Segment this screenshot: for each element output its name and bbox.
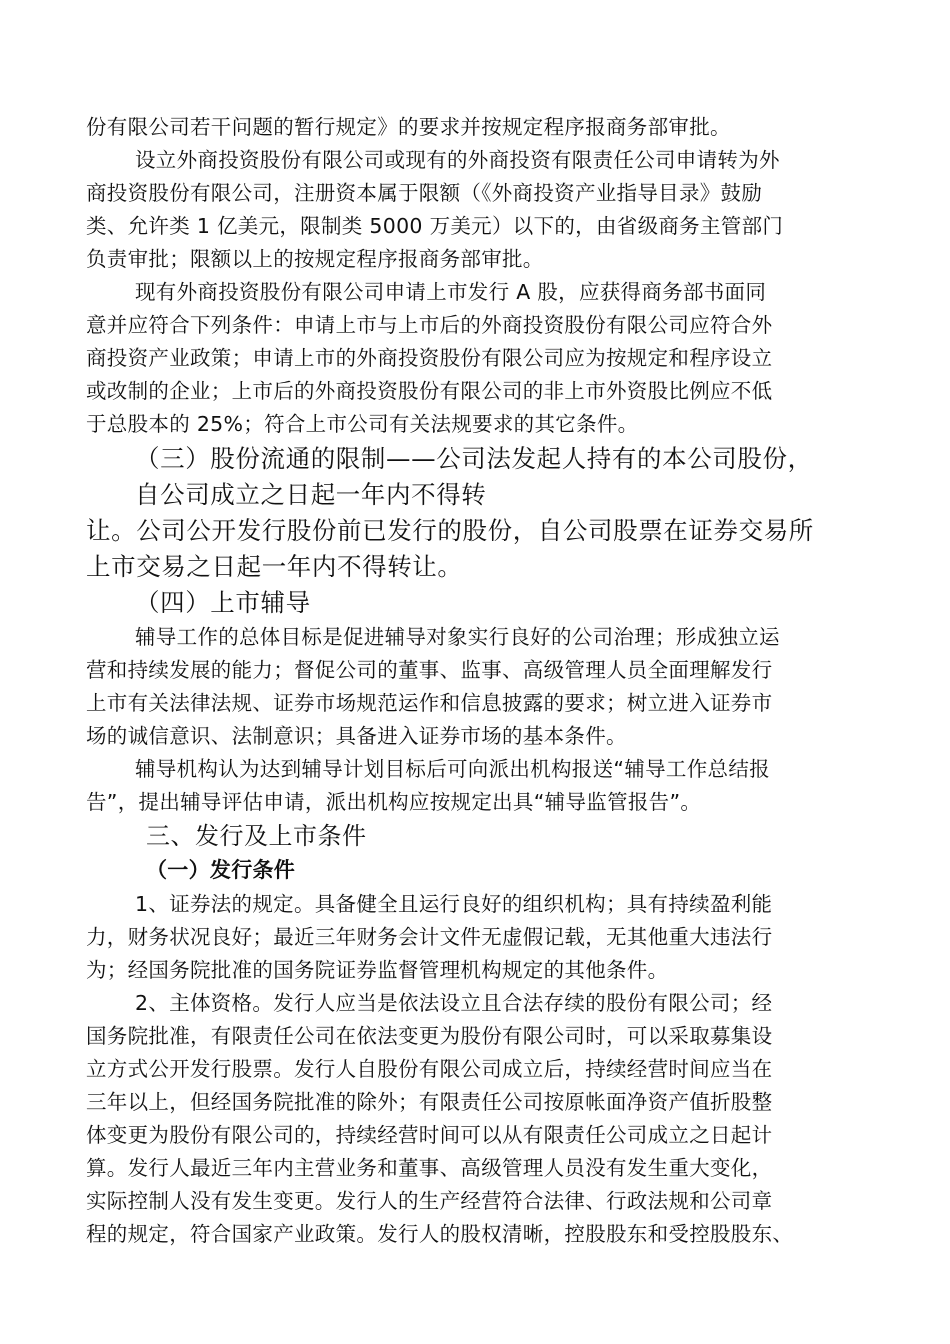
section-heading: 三、发行及上市条件	[146, 822, 367, 850]
text-line: 体变更为股份有限公司的，持续经营时间可以从有限责任公司成立之日起计	[86, 1123, 773, 1147]
text-line: 场的诚信意识、法制意识；具备进入证券市场的基本条件。	[86, 724, 627, 748]
text-line: （三）股份流通的限制——公司法发起人持有的本公司股份，	[135, 444, 813, 473]
section-heading: （四）上市辅导	[135, 588, 311, 617]
text-line: 立方式公开发行股票。发行人自股份有限公司成立后，持续经营时间应当在	[86, 1057, 773, 1081]
text-line: 力，财务状况良好；最近三年财务会计文件无虚假记载，无其他重大违法行	[86, 925, 773, 949]
text-line: 类、允许类 1 亿美元，限制类 5000 万美元）以下的，由省级商务主管部门	[86, 214, 784, 238]
text-line: 现有外商投资股份有限公司申请上市发行 A 股，应获得商务部书面同	[135, 280, 767, 304]
text-line: 设立外商投资股份有限公司或现有的外商投资有限责任公司申请转为外	[135, 148, 780, 172]
text-line: 或改制的企业；上市后的外商投资股份有限公司的非上市外资股比例应不低	[86, 379, 773, 403]
text-line: 自公司成立之日起一年内不得转	[135, 480, 487, 509]
text-line: 上市交易之日起一年内不得转让。	[86, 552, 463, 581]
text-line: 2、主体资格。发行人应当是依法设立且合法存续的股份有限公司；经	[135, 991, 773, 1015]
text-line: 1、证券法的规定。具备健全且运行良好的组织机构；具有持续盈利能	[135, 892, 773, 916]
text-line: 三年以上，但经国务院批准的除外；有限责任公司按原帐面净资产值折股整	[86, 1090, 773, 1114]
text-line: 实际控制人没有发生变更。发行人的生产经营符合法律、行政法规和公司章	[86, 1189, 773, 1213]
text-line: 辅导工作的总体目标是促进辅导对象实行良好的公司治理；形成独立运	[135, 625, 780, 649]
text-line: 程的规定，符合国家产业政策。发行人的股权清晰，控股股东和受控股股东、	[86, 1222, 794, 1246]
text-line: 上市有关法律法规、证券市场规范运作和信息披露的要求；树立进入证券市	[86, 691, 773, 715]
text-line: 营和持续发展的能力；督促公司的董事、监事、高级管理人员全面理解发行	[86, 658, 773, 682]
text-line: 负责审批；限额以上的按规定程序报商务部审批。	[86, 247, 544, 271]
text-line: 为；经国务院批准的国务院证券监督管理机构规定的其他条件。	[86, 958, 669, 982]
text-line: 国务院批准，有限责任公司在依法变更为股份有限公司时，可以采取募集设	[86, 1024, 773, 1048]
text-line: 商投资产业政策；申请上市的外商投资股份有限公司应为按规定和程序设立	[86, 346, 773, 370]
text-line: 让。公司公开发行股份前已发行的股份，自公司股票在证券交易所	[86, 516, 814, 545]
subsection-heading: （一）发行条件	[146, 858, 296, 882]
text-line: 份有限公司若干问题的暂行规定》的要求并按规定程序报商务部审批。	[86, 115, 731, 139]
text-line: 告”，提出辅导评估申请，派出机构应按规定出具“辅导监管报告”。	[86, 790, 702, 814]
text-line: 意并应符合下列条件：申请上市与上市后的外商投资股份有限公司应符合外	[86, 313, 773, 337]
text-line: 于总股本的 25%；符合上市公司有关法规要求的其它条件。	[86, 412, 639, 436]
text-line: 算。发行人最近三年内主营业务和董事、高级管理人员没有发生重大变化，	[86, 1156, 773, 1180]
text-line: 辅导机构认为达到辅导计划目标后可向派出机构报送“辅导工作总结报	[135, 757, 770, 781]
text-line: 商投资股份有限公司，注册资本属于限额（《外商投资产业指导目录》鼓励	[86, 181, 763, 205]
